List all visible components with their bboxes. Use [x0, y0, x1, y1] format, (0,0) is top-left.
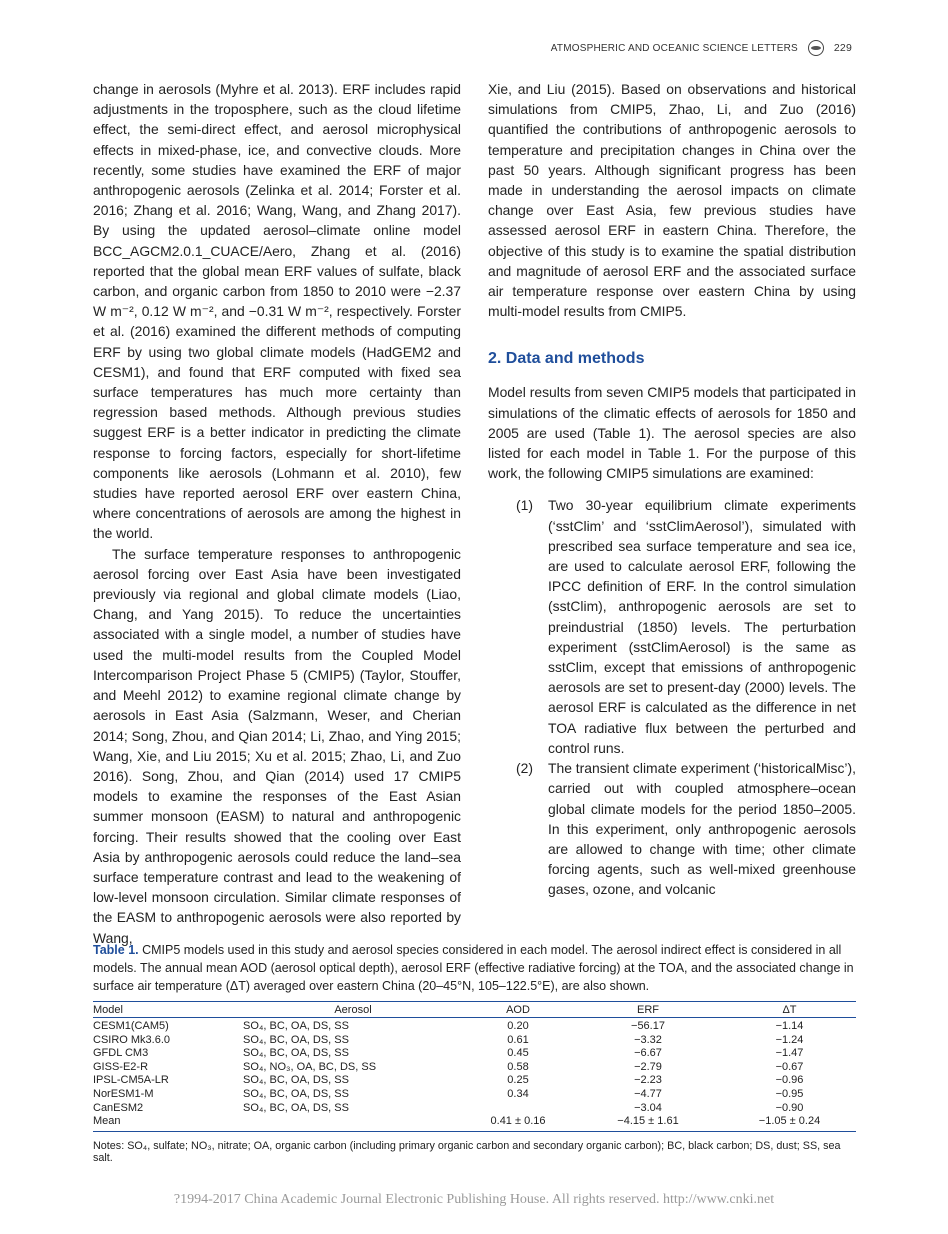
right-column: [488, 79, 856, 900]
cell-aod: 0.25: [507, 1074, 529, 1087]
cell-delta-t: −0.67: [775, 1060, 804, 1073]
cell-model: IPSL-CM5A-LR: [93, 1074, 169, 1087]
cell-erf: −3.32: [634, 1033, 662, 1046]
cell-aerosol: SO₄, BC, OA, DS, SS: [243, 1047, 349, 1060]
cell-aerosol: SO₄, BC, OA, DS, SS: [243, 1033, 349, 1046]
table-1: [93, 941, 856, 1164]
column-header-aod: AOD: [463, 1002, 573, 1018]
journal-name: ATMOSPHERIC AND OCEANIC SCIENCE LETTERS: [550, 42, 798, 54]
right-paragraph-2: Model results from seven CMIP5 models that participated in simulations of the climatic effects of aerosols for 1850 and 2005 are used (Table 1). The aerosol species are also listed for each model in Table 1. For the purpose of this work, the following CMIP5 simulations are examined:: [488, 384, 856, 482]
list-item-number: (2): [516, 760, 533, 777]
section-heading: 2. Data and methods: [488, 350, 645, 368]
list-item: [488, 758, 856, 899]
table-caption-text: CMIP5 models used in this study and aerosol species considered in each model. The aerosol indirect effect is considered in all models. The annual mean AOD (aerosol optical depth), aerosol ERF (effective radiative forcing) at the TOA, and the associated change in surface air temperature (ΔT) averaged over eastern China (20–45°N, 105–122.5°E), are also shown.: [93, 943, 854, 993]
cell-model: GFDL CM3: [93, 1047, 149, 1060]
cell-aerosol: SO₄, BC, OA, DS, SS: [243, 1087, 349, 1100]
list-item: [488, 495, 856, 758]
column-header-aerosol: Aerosol: [243, 1002, 463, 1018]
cell-aod: 0.34: [507, 1087, 529, 1100]
cell-delta-t: −0.95: [775, 1087, 804, 1100]
cell-aerosol: SO₄, NO₃, OA, BC, DS, SS: [243, 1060, 377, 1073]
cell-aerosol: SO₄, BC, OA, DS, SS: [243, 1101, 349, 1114]
cell-aod: 0.61: [507, 1033, 529, 1046]
table-row: [93, 1061, 856, 1075]
cell-delta-t: −1.05 ± 0.24: [723, 1115, 856, 1131]
table-row: [93, 1034, 856, 1048]
table-notes: Notes: SO₄, sulfate; NO₃, nitrate; OA, organic carbon (including primary organic carbon and secondary organic carbon); BC, black carbon; DS, dust; SS, sea salt.: [93, 1139, 841, 1164]
cell-erf: −2.23: [634, 1074, 662, 1087]
cell-delta-t: −0.90: [775, 1101, 804, 1114]
cell-aerosol: SO₄, BC, OA, DS, SS: [243, 1074, 349, 1087]
cell-erf: −6.67: [634, 1047, 662, 1060]
table-row: [93, 1102, 856, 1116]
cell-model: CSIRO Mk3.6.0: [93, 1033, 171, 1046]
copyright-footer: ?1994-2017 China Academic Journal Electronic Publishing House. All rights reserved. http://www.cnki.net: [173, 1192, 775, 1207]
experiment-list: [488, 495, 856, 899]
cell-delta-t: −1.47: [775, 1047, 804, 1060]
list-item-number: (1): [516, 497, 533, 514]
column-header-erf: ERF: [573, 1002, 723, 1018]
table-row-mean: [93, 1115, 856, 1131]
table-label: Table 1.: [93, 943, 139, 957]
cell-model: CanESM2: [93, 1101, 144, 1114]
table-row: [93, 1088, 856, 1102]
cell-model: CESM1(CAM5): [93, 1020, 169, 1032]
left-column: [93, 79, 461, 948]
cell-erf: −4.15 ± 1.61: [573, 1115, 723, 1131]
left-paragraph-2: The surface temperature responses to anthropogenic aerosol forcing over East Asia have been investigated previously via regional and global climate models (Liao, Chang, and Yang 2015). To reduce the uncertainties associated with a single model, a number of studies have used the multi-model results from the Coupled Model Intercomparison Project Phase 5 (CMIP5) (Taylor, Stouffer, and Meehl 2012) to examine regional climate change by aerosols in East Asia (Salzmann, Weser, and Cherian 2014; Song, Zhou, and Qian 2014; Li, Zhao, and Ying 2015; Wang, Xie, and Liu 2015; Xu et al. 2015; Zhao, Li, and Zuo 2016). Song, Zhou, and Qian (2014) used 17 CMIP5 models to examine the responses of the East Asian summer monsoon (EASM) to natural and anthropogenic forcing. Their results showed that the cooling over East Asia by anthropogenic aerosols could reduce the land–sea surface temperature contrast and lead to the weakening of low-level monsoon circulation. Similar climate responses of the EASM to anthropogenic aerosols were also reported by Wang,: [93, 545, 461, 946]
left-paragraph-1: change in aerosols (Myhre et al. 2013). ERF includes rapid adjustments in the troposphere, such as the cloud lifetime effect, the semi-direct effect, and aerosol microphysical effects in mixed-phase, ice, and convective clouds. More recently, some studies have examined the ERF of major anthropogenic aerosols (Zelinka et al. 2014; Forster et al. 2016; Zhang et al. 2016; Wang, Wang, and Zhang 2017). By using the updated aerosol–climate online model BCC_AGCM2.0.1_CUACE/Aero, Zhang et al. (2016) reported that the global mean ERF values of sulfate, black carbon, and organic carbon from 1850 to 2010 were −2.37 W m⁻², 0.12 W m⁻², and −0.31 W m⁻², respectively. Forster et al. (2016) examined the different methods of computing ERF by using two global climate models (HadGEM2 and CESM1), and found that ERF computed with fixed sea surface temperatures has much more certainty than regression based methods. Although previous studies suggest ERF is a better indicator in predicting the climate response to forcing factors, especially for short-lifetime components like aerosols (Lohmann et al. 2010), few studies have reported aerosol ERF over eastern China, where concentrations of aerosols are among the highest in the world.: [93, 81, 461, 542]
cell-delta-t: −1.24: [775, 1033, 804, 1046]
cell-erf: −4.77: [634, 1087, 662, 1100]
table-row: [93, 1074, 856, 1088]
cell-model: NorESM1-M: [93, 1087, 154, 1100]
journal-logo-icon: [808, 40, 824, 56]
cell-erf: −2.79: [634, 1060, 662, 1073]
list-item-text: The transient climate experiment (‘historicalMisc’), carried out with coupled atmosphere–ocean global climate models for the period 1850–2005. In this experiment, only anthropogenic aerosols are allowed to change with time; other climate forcing agents, such as well-mixed greenhouse gases, ozone, and volcanic: [548, 760, 857, 898]
cell-delta-t: −1.14: [775, 1020, 804, 1032]
cell-aod: 0.58: [507, 1060, 529, 1073]
page-number: 229: [833, 42, 852, 54]
table-row: [93, 1018, 856, 1034]
cell-aod: [463, 1102, 573, 1116]
table-header-row: [93, 1002, 856, 1018]
running-header: [551, 39, 852, 57]
cell-erf: −56.17: [631, 1020, 665, 1032]
cell-aod: 0.20: [507, 1020, 529, 1032]
list-item-text: Two 30-year equilibrium climate experiments (‘sstClim’ and ‘sstClimAerosol’), simulated with prescribed sea surface temperature and sea ice, are used to calculate aerosol ERF, following the IPCC definition of ERF. In the control simulation (sstClim), anthropogenic aerosols are set to preindustrial (1850) levels. The perturbation experiment (sstClimAerosol) is the same as sstClim, except that emissions of anthropogenic aerosols are set to present-day (2000) levels. The aerosol ERF is calculated as the difference in net TOA radiative flux between the perturbed and control runs.: [548, 497, 856, 756]
cell-aod: 0.41 ± 0.16: [463, 1115, 573, 1131]
cell-aerosol: SO₄, BC, OA, DS, SS: [243, 1020, 349, 1032]
data-table: [93, 1001, 856, 1132]
column-header-model: Model: [93, 1002, 243, 1018]
cell-aerosol: [243, 1115, 463, 1131]
cell-model: GISS-E2-R: [93, 1060, 149, 1073]
cell-erf: −3.04: [634, 1101, 662, 1114]
table-row: [93, 1047, 856, 1061]
table-caption: [93, 941, 856, 995]
cell-delta-t: −0.96: [775, 1074, 804, 1087]
column-header-delta-t: ΔT: [723, 1002, 856, 1018]
cell-aod: 0.45: [507, 1047, 529, 1060]
cell-model: Mean: [93, 1115, 243, 1131]
right-paragraph-1: Xie, and Liu (2015). Based on observations and historical simulations from CMIP5, Zhao, Li, and Zuo (2016) quantified the contributions of anthropogenic aerosols to temperature and precipitation changes in China over the past 50 years. Although significant progress has been made in understanding the aerosol impacts on climate change over East Asia, few previous studies have assessed aerosol ERF in eastern China. Therefore, the objective of this study is to examine the spatial distribution and magnitude of aerosol ERF and the associated surface air temperature response over eastern China by using multi-model results from CMIP5.: [488, 81, 856, 320]
